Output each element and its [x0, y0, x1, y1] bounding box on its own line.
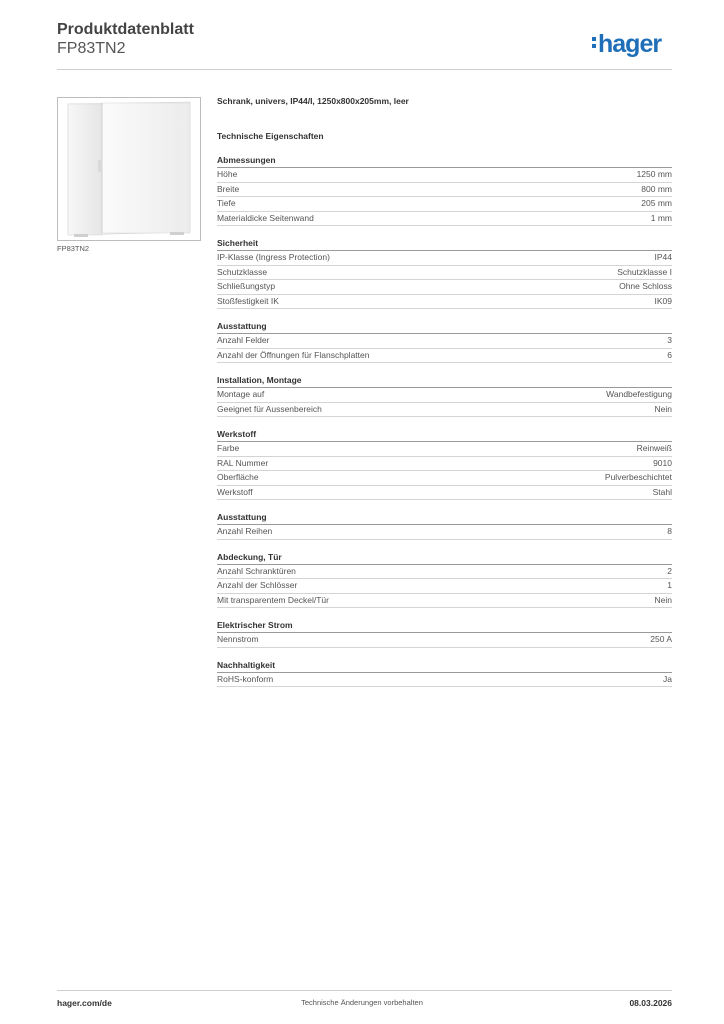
property-row — [217, 168, 672, 183]
property-row — [217, 334, 672, 349]
footer-date: 08.03.2026 — [629, 998, 672, 1008]
logo-text: hager — [598, 30, 662, 58]
properties-table — [217, 155, 672, 687]
cabinet-illustration-icon — [58, 98, 200, 240]
section — [217, 429, 672, 500]
property-label: IP-Klasse (Ingress Protection) — [217, 252, 330, 262]
hager-logo[interactable] — [592, 30, 661, 59]
logo-dots-icon — [592, 37, 596, 51]
property-value: 1 — [667, 580, 672, 590]
property-row — [217, 183, 672, 198]
section-title: Elektrischer Strom — [217, 620, 672, 633]
property-row — [217, 295, 672, 310]
footer-website-link[interactable]: hager.com/de — [57, 998, 112, 1008]
property-label: Mit transparentem Deckel/Tür — [217, 594, 329, 605]
property-row — [217, 525, 672, 540]
property-row — [217, 251, 672, 266]
section — [217, 660, 672, 688]
property-label: Anzahl der Öffnungen für Flanschplatten — [217, 349, 370, 360]
property-label: Höhe — [217, 169, 238, 179]
property-row — [217, 486, 672, 501]
product-details — [217, 96, 672, 687]
property-label: Stoßfestigkeit IK — [217, 295, 279, 306]
property-value: Nein — [654, 594, 672, 605]
property-label: Anzahl Reihen — [217, 526, 273, 536]
section-title: Installation, Montage — [217, 375, 672, 388]
property-label: Anzahl Schranktüren — [217, 565, 296, 576]
property-label: Anzahl der Schlösser — [217, 580, 298, 590]
property-value: 1 mm — [650, 212, 672, 223]
property-label: Materialdicke Seitenwand — [217, 212, 314, 223]
property-value: Reinweiß — [636, 443, 672, 453]
property-row — [217, 212, 672, 227]
property-row — [217, 442, 672, 457]
product-description: Schrank, univers, IP44/I, 1250x800x205mm, leer — [217, 96, 409, 106]
property-row — [217, 471, 672, 486]
section-title: Werkstoff — [217, 429, 672, 442]
property-value: Stahl — [652, 486, 672, 497]
property-row — [217, 457, 672, 472]
property-label: Anzahl Felder — [217, 335, 270, 345]
property-label: Tiefe — [217, 198, 236, 208]
section — [217, 512, 672, 540]
tech-properties-heading: Technische Eigenschaften — [217, 131, 324, 141]
property-label: Schutzklasse — [217, 266, 268, 277]
product-code: FP83TN2 — [57, 40, 126, 57]
property-value: 3 — [667, 335, 672, 345]
property-value: Wandbefestigung — [606, 389, 672, 399]
property-label: RoHS-konform — [217, 673, 274, 684]
property-row — [217, 565, 672, 580]
product-image — [57, 97, 201, 241]
image-caption: FP83TN2 — [57, 244, 90, 253]
property-row — [217, 633, 672, 648]
property-value: Nein — [654, 403, 672, 414]
property-label: Werkstoff — [217, 486, 253, 497]
property-label: Nennstrom — [217, 634, 259, 644]
property-value: 8 — [667, 526, 672, 536]
property-value: IK09 — [654, 295, 672, 306]
property-row — [217, 197, 672, 212]
section-title: Abmessungen — [217, 155, 672, 168]
footer-divider — [57, 990, 672, 991]
section-title: Ausstattung — [217, 512, 672, 525]
section — [217, 375, 672, 417]
property-row — [217, 403, 672, 418]
page-title: Produktdatenblatt — [57, 21, 194, 38]
property-label: RAL Nummer — [217, 457, 269, 468]
property-label: Farbe — [217, 443, 240, 453]
property-value: Pulverbeschichtet — [604, 472, 672, 482]
section — [217, 155, 672, 226]
property-label: Oberfläche — [217, 472, 259, 482]
section — [217, 238, 672, 309]
property-value: Schutzklasse I — [617, 266, 672, 277]
property-label: Schließungstyp — [217, 281, 276, 291]
property-label: Montage auf — [217, 389, 265, 399]
property-row — [217, 673, 672, 688]
property-value: 1250 mm — [636, 169, 672, 179]
property-value: IP44 — [654, 252, 672, 262]
property-value: Ja — [663, 673, 672, 684]
section — [217, 552, 672, 609]
property-row — [217, 349, 672, 364]
property-row — [217, 388, 672, 403]
property-value: 2 — [667, 565, 672, 576]
property-row — [217, 266, 672, 281]
property-value: 6 — [667, 349, 672, 360]
property-row — [217, 594, 672, 609]
header-divider — [57, 69, 672, 70]
property-value: 205 mm — [641, 198, 672, 208]
property-row — [217, 280, 672, 295]
property-value: Ohne Schloss — [619, 281, 672, 291]
section — [217, 321, 672, 363]
property-row — [217, 579, 672, 594]
section-title: Sicherheit — [217, 238, 672, 251]
footer-disclaimer: Technische Änderungen vorbehalten — [301, 998, 423, 1007]
property-label: Geeignet für Aussenbereich — [217, 403, 322, 414]
section-title: Abdeckung, Tür — [217, 552, 672, 565]
property-value: 800 mm — [641, 183, 672, 194]
section-title: Ausstattung — [217, 321, 672, 334]
section — [217, 620, 672, 648]
section-title: Nachhaltigkeit — [217, 660, 672, 673]
property-value: 250 A — [650, 634, 672, 644]
property-value: 9010 — [653, 457, 672, 468]
property-label: Breite — [217, 183, 240, 194]
